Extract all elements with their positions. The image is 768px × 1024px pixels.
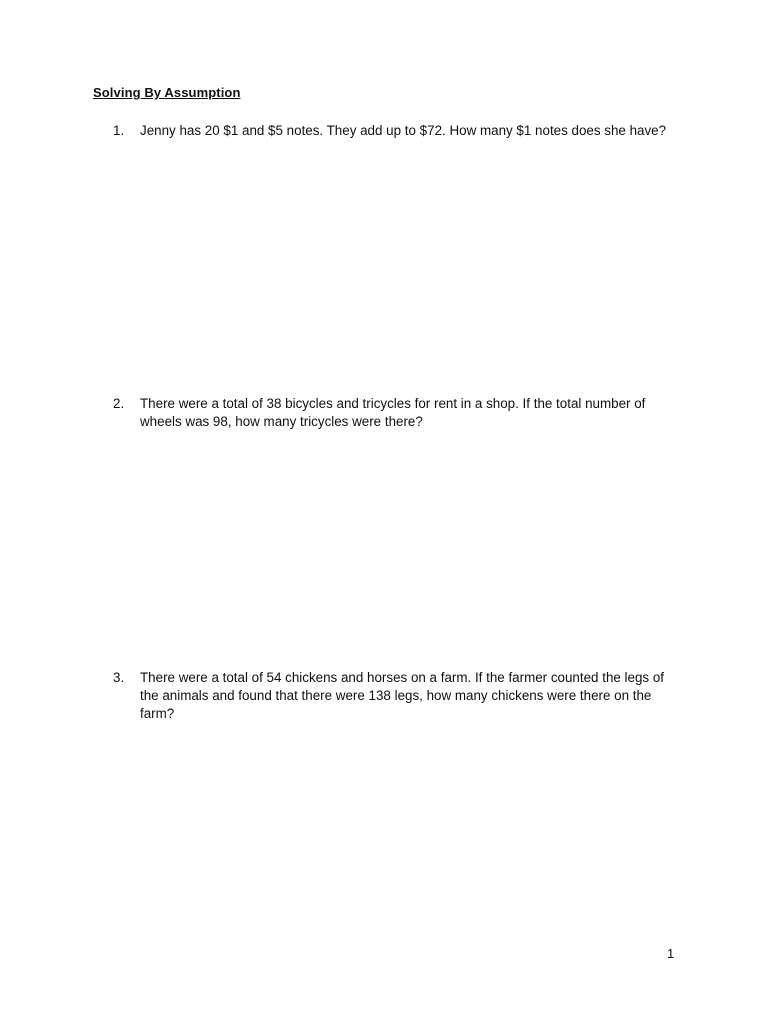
question-number: 3. bbox=[113, 670, 125, 685]
question-text: There were a total of 54 chickens and horses on a farm. If the farmer counted the legs of the animals and found that there were 138 legs, how many chickens were there on the farm? bbox=[140, 670, 665, 721]
question-number: 1. bbox=[113, 123, 125, 138]
page-number: 1 bbox=[667, 946, 675, 961]
question-text: Jenny has 20 $1 and $5 notes. They add up to $72. How many $1 notes does she have? bbox=[140, 123, 667, 138]
question-text: There were a total of 38 bicycles and tricycles for rent in a shop. If the total number of wheels was 98, how many tricycles were there? bbox=[140, 396, 646, 429]
question-number: 2. bbox=[113, 396, 125, 411]
worksheet-title: Solving By Assumption bbox=[93, 85, 241, 100]
